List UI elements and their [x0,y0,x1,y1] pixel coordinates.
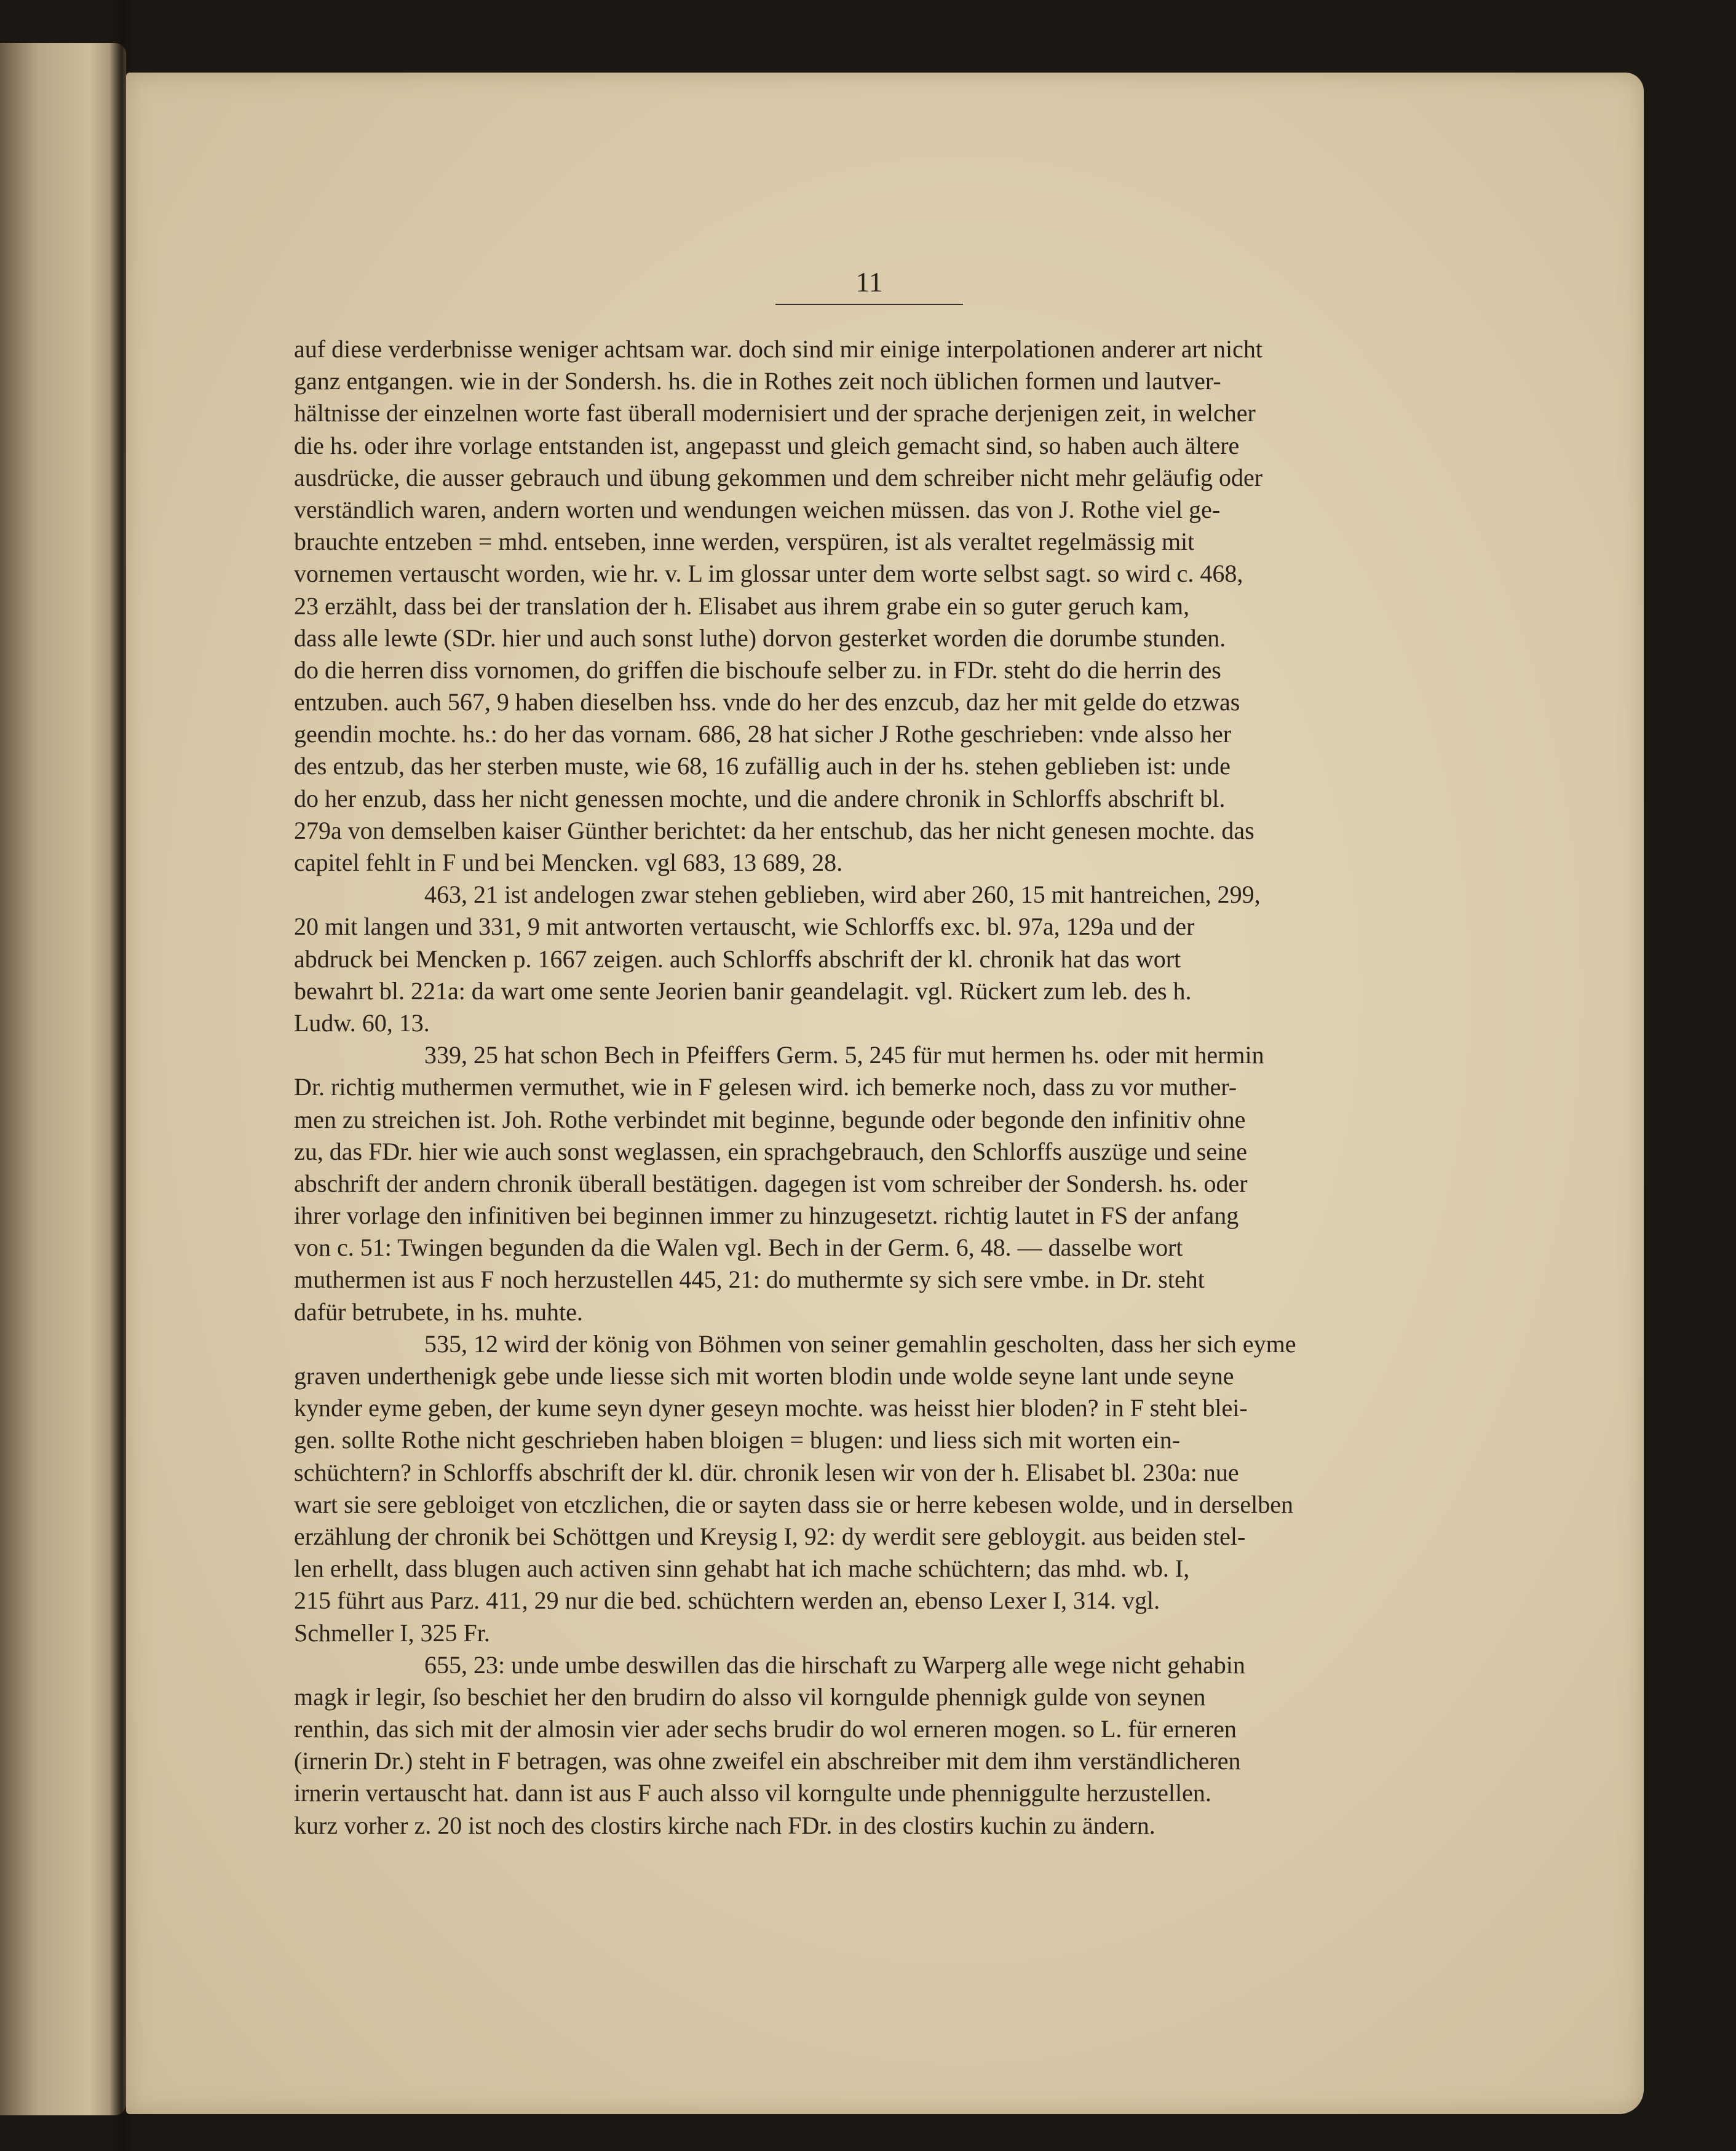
text-line: gen. sollte Rothe nicht geschrieben haben bloigen = blugen: und liess sich mit worten ein- [294,1426,1181,1454]
page-number: 11 [855,266,883,298]
text-line: erzählung der chronik bei Schöttgen und Kreysig I, 92: dy werdit sere gebloygit. aus beiden stel- [294,1522,1246,1550]
text-line: magk ir legir, ſso beschiet her den brudirn do alsso vil korngulde phennigk gulde von seynen [294,1682,1206,1711]
text-line: 655, 23: unde umbe deswillen das die hirschaft zu Warperg alle wege nicht gehabin [424,1650,1245,1679]
text-line: graven underthenigk gebe unde liesse sich mit worten blodin unde wolde seyne lant unde seyne [294,1362,1234,1390]
text-line: vornemen vertauscht worden, wie hr. v. L im glossar unter dem worte selbst sagt. so wird c. 468, [294,560,1243,588]
text-line: abdruck bei Mencken p. 1667 zeigen. auch Schlorffs abschrift der kl. chronik hat das wort [294,945,1181,973]
text-line: 279a von demselben kaiser Günther berichtet: da her entschub, das her nicht genesen mochte. das [294,816,1254,844]
text-line: Dr. richtig muthermen vermuthet, wie in F gelesen wird. ich bemerke noch, dass zu vor muther- [294,1073,1237,1101]
text-line: 20 mit langen und 331, 9 mit antworten vertauscht, wie Schlorffs exc. bl. 97a, 129a und der [294,913,1195,941]
text-line: ausdrücke, die ausser gebrauch und übung gekommen und dem schreiber nicht mehr geläufig oder [294,463,1263,491]
text-line: schüchtern? in Schlorffs abschrift der kl. dür. chronik lesen wir von der h. Elisabet bl. 230a: nue [294,1458,1239,1486]
text-line: zu, das FDr. hier wie auch sonst weglassen, ein sprachgebrauch, den Schlorffs auszüge und seine [294,1137,1247,1165]
text-line: Schmeller I, 325 Fr. [294,1618,490,1647]
text-line: (irnerin Dr.) steht in F betragen, was ohne zweifel ein abschreiber mit dem ihm verständlicheren [294,1747,1241,1775]
text-line: muthermen ist aus F noch herzustellen 445, 21: do muthermte sy sich sere vmbe. in Dr. steht [294,1266,1205,1294]
text-line: irnerin vertauscht hat. dann ist aus F auch alsso vil korngulte unde phenniggulte herzustellen. [294,1779,1211,1807]
text-line: hältnisse der einzelnen worte fast überall modernisiert und der sprache derjenigen zeit, in welcher [294,399,1256,427]
text-line: bewahrt bl. 221a: da wart ome sente Jeorien banir geandelagit. vgl. Rückert zum leb. des h. [294,976,1192,1005]
text-line: dass alle lewte (SDr. hier und auch sonst luthe) dorvon gesterket worden die dorumbe stunden. [294,624,1226,652]
body-text [294,333,1453,1842]
text-line: do die herren diss vornomen, do griffen die bischoufe selber zu. in FDr. steht do die herrin des [294,656,1221,684]
text-line: geendin mochte. hs.: do her das vornam. 686, 28 hat sicher J Rothe geschrieben: vnde alsso her [294,720,1232,748]
text-line: auf diese verderbnisse weniger achtsam war. doch sind mir einige interpolationen anderer art nicht [294,335,1262,363]
text-line: des entzub, das her sterben muste, wie 68, 16 zufällig auch in der hs. stehen geblieben ist: unde [294,752,1231,780]
previous-page-edge [0,43,126,2115]
text-line: renthin, das sich mit der almosin vier ader sechs brudir do wol erneren mogen. so L. für erneren [294,1715,1237,1743]
text-line: len erhellt, dass blugen auch activen sinn gehabt hat ich mache schüchtern; das mhd. wb. I, [294,1555,1190,1583]
text-line: wart sie sere gebloiget von etczlichen, die or sayten dass sie or herre kebesen wolde, und in derselben [294,1490,1293,1518]
text-line: ihrer vorlage den infinitiven bei beginnen immer zu hinzugesetzt. richtig lautet in FS der anfang [294,1202,1239,1230]
text-line: men zu streichen ist. Joh. Rothe verbindet mit beginne, begunde oder begonde den infinitiv ohne [294,1105,1246,1133]
text-line: kurz vorher z. 20 ist noch des clostirs kirche nach FDr. in des clostirs kuchin zu ändern. [294,1811,1155,1839]
text-line: verständlich waren, andern worten und wendungen weichen müssen. das von J. Rothe viel ge- [294,495,1221,523]
text-line: capitel fehlt in F und bei Mencken. vgl 683, 13 689, 28. [294,849,843,876]
page-number-rule [775,304,963,305]
text-line: 23 erzählt, dass bei der translation der h. Elisabet aus ihrem grabe ein so guter geruch kam, [294,592,1190,620]
text-line: Ludw. 60, 13. [294,1008,430,1037]
text-line: 215 führt aus Parz. 411, 29 nur die bed. schüchtern werden an, ebenso Lexer I, 314. vgl. [294,1587,1160,1615]
text-line: entzuben. auch 567, 9 haben dieselben hss. vnde do her des enzcub, daz her mit gelde do etzwas [294,688,1240,716]
text-line: 535, 12 wird der könig von Böhmen von seiner gemahlin gescholten, dass her sich eyme [424,1329,1296,1358]
text-line: dafür betrubete, in hs. muhte. [294,1297,583,1326]
text-line: von c. 51: Twingen begunden da die Walen vgl. Bech in der Germ. 6, 48. — dasselbe wort [294,1234,1183,1262]
text-line: kynder eyme geben, der kume seyn dyner geseyn mochte. was heisst hier bloden? in F steht blei- [294,1394,1248,1422]
text-line: brauchte entzeben = mhd. entseben, inne werden, verspüren, ist als veraltet regelmässig mit [294,528,1195,556]
text-line: abschrift der andern chronik überall bestätigen. dagegen ist vom schreiber der Sondersh. hs. oder [294,1169,1248,1197]
text-line: 463, 21 ist andelogen zwar stehen geblieben, wird aber 260, 15 mit hantreichen, 299, [424,881,1261,909]
text-line: die hs. oder ihre vorlage entstanden ist, angepasst und gleich gemacht sind, so haben auch ältere [294,431,1240,459]
text-line: do her enzub, dass her nicht genessen mochte, und die andere chronik in Schlorffs abschrift bl. [294,784,1226,812]
text-line: 339, 25 hat schon Bech in Pfeiffers Germ. 5, 245 für mut hermen hs. oder mit hermin [424,1041,1264,1069]
text-line: ganz entgangen. wie in der Sondersh. hs. die in Rothes zeit noch üblichen formen und lautver- [294,367,1221,395]
